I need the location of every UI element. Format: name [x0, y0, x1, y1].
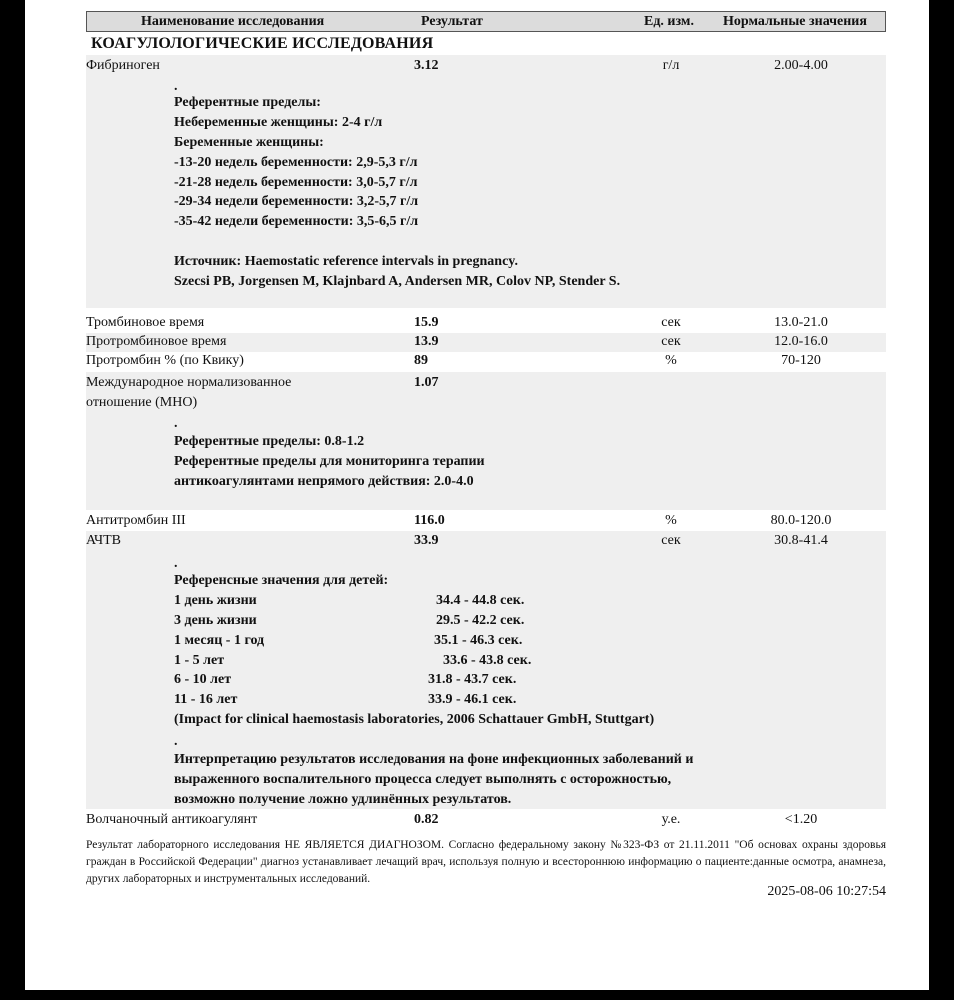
test-value: 89 [414, 353, 428, 368]
age-label: 6 - 10 лет [174, 672, 232, 687]
test-name-cont: отношение (МНО) [86, 395, 198, 410]
header-name: Наименование исследования [141, 14, 325, 29]
note-line: Беременные женщины: [174, 135, 324, 150]
note-line: Референтные пределы: [174, 95, 321, 110]
test-unit: у.е. [661, 812, 681, 827]
table-row-lupus [86, 810, 886, 830]
test-value: 13.9 [414, 334, 439, 349]
note-dot: . [174, 734, 178, 749]
note-line: Референтные пределы для мониторинга терапии [174, 454, 485, 469]
test-name: Протромбиновое время [86, 334, 227, 349]
test-name: Волчаночный антикоагулянт [86, 812, 258, 827]
test-value: 33.9 [414, 533, 439, 548]
note-line: Референсные значения для детей: [174, 573, 389, 588]
age-range: 33.6 - 43.8 сек. [443, 653, 532, 668]
disclaimer: Результат лабораторного исследования НЕ ЯВЛЯЕТСЯ ДИАГНОЗОМ. Согласно федеральному закону №323-ФЗ от 21.11.2011 "Об основах охраны здоровья граждан в Российской Федерации" диагноз устанавливает лечащий врач, используя полную и всестороннюю информацию о пациенте:данные осмотра, анамнеза, других лабораторных и инструментальных исследований. [86, 839, 886, 885]
test-ref: 30.8-41.4 [774, 533, 828, 548]
test-name: Антитромбин III [86, 513, 186, 528]
note-line: Небеременные женщины: 2-4 г/л [174, 115, 383, 130]
table-row-prothrombin-pct [86, 352, 886, 372]
header-ref: Нормальные значения [723, 14, 867, 29]
header-result: Результат [421, 14, 483, 29]
test-unit: г/л [662, 58, 680, 73]
note-line: возможно получение ложно удлинённых результатов. [174, 792, 512, 807]
test-ref: 2.00-4.00 [774, 58, 828, 73]
test-name: Международное нормализованное [86, 375, 292, 390]
test-name: Тромбиновое время [86, 315, 205, 330]
age-label: 11 - 16 лет [174, 692, 238, 707]
test-unit: сек [661, 533, 681, 548]
note-line: выраженного воспалительного процесса следует выполнять с осторожностью, [174, 772, 672, 787]
note-line: Референтные пределы: 0.8-1.2 [174, 434, 365, 449]
age-label: 1 - 5 лет [174, 653, 225, 668]
note-line: Интерпретацию результатов исследования на фоне инфекционных заболеваний и [174, 752, 694, 767]
timestamp: 2025-08-06 10:27:54 [767, 884, 886, 899]
test-ref: <1.20 [784, 812, 818, 827]
test-ref: 12.0-16.0 [774, 334, 828, 349]
note-line: антикоагулянтами непрямого действия: 2.0-4.0 [174, 474, 474, 489]
test-value: 116.0 [414, 513, 445, 528]
test-unit: сек [661, 334, 681, 349]
age-range: 29.5 - 42.2 сек. [436, 613, 525, 628]
note-line: -29-34 недели беременности: 3,2-5,7 г/л [174, 194, 419, 209]
section-title: КОАГУЛОЛОГИЧЕСКИЕ ИССЛЕДОВАНИЯ [91, 35, 434, 52]
note-line: Источник: Haemostatic reference intervals in pregnancy. [174, 254, 519, 269]
header-unit: Ед. изм. [644, 14, 694, 29]
table-row-thrombin-time [86, 313, 886, 333]
test-unit: сек [661, 315, 681, 330]
test-unit: % [665, 513, 677, 528]
test-value: 15.9 [414, 315, 439, 330]
note-line: -13-20 недель беременности: 2,9-5,3 г/л [174, 155, 418, 170]
age-label: 1 месяц - 1 год [174, 633, 265, 648]
age-range: 34.4 - 44.8 сек. [436, 593, 525, 608]
test-ref: 13.0-21.0 [774, 315, 828, 330]
table-row-prothrombin-time [86, 333, 886, 352]
test-name: АЧТВ [86, 533, 121, 548]
note-dot: . [174, 416, 178, 431]
note-line: -21-28 недель беременности: 3,0-5,7 г/л [174, 175, 418, 190]
table-header [86, 11, 886, 32]
note-line: -35-42 недели беременности: 3,5-6,5 г/л [174, 214, 419, 229]
test-ref: 80.0-120.0 [770, 513, 832, 528]
test-name: Протромбин % (по Квику) [86, 353, 244, 368]
note-line: Szecsi PB, Jorgensen M, Klajnbard A, Andersen MR, Colov NP, Stender S. [174, 274, 621, 289]
table-row-antithrombin [86, 512, 886, 531]
age-label: 1 день жизни [174, 593, 257, 608]
age-range: 35.1 - 46.3 сек. [434, 633, 523, 648]
test-value: 0.82 [414, 812, 439, 827]
test-unit: % [665, 353, 677, 368]
test-value: 1.07 [414, 375, 439, 390]
age-label: 3 день жизни [174, 613, 257, 628]
note-dot: . [174, 79, 178, 94]
note-source: (Impact for clinical haemostasis laboratories, 2006 Schattauer GmbH, Stuttgart) [174, 712, 655, 727]
test-value: 3.12 [414, 58, 439, 73]
note-dot: . [174, 556, 178, 571]
test-ref: 70-120 [781, 353, 821, 368]
test-name: Фибриноген [86, 58, 160, 73]
age-range: 31.8 - 43.7 сек. [428, 672, 517, 687]
age-range: 33.9 - 46.1 сек. [428, 692, 517, 707]
